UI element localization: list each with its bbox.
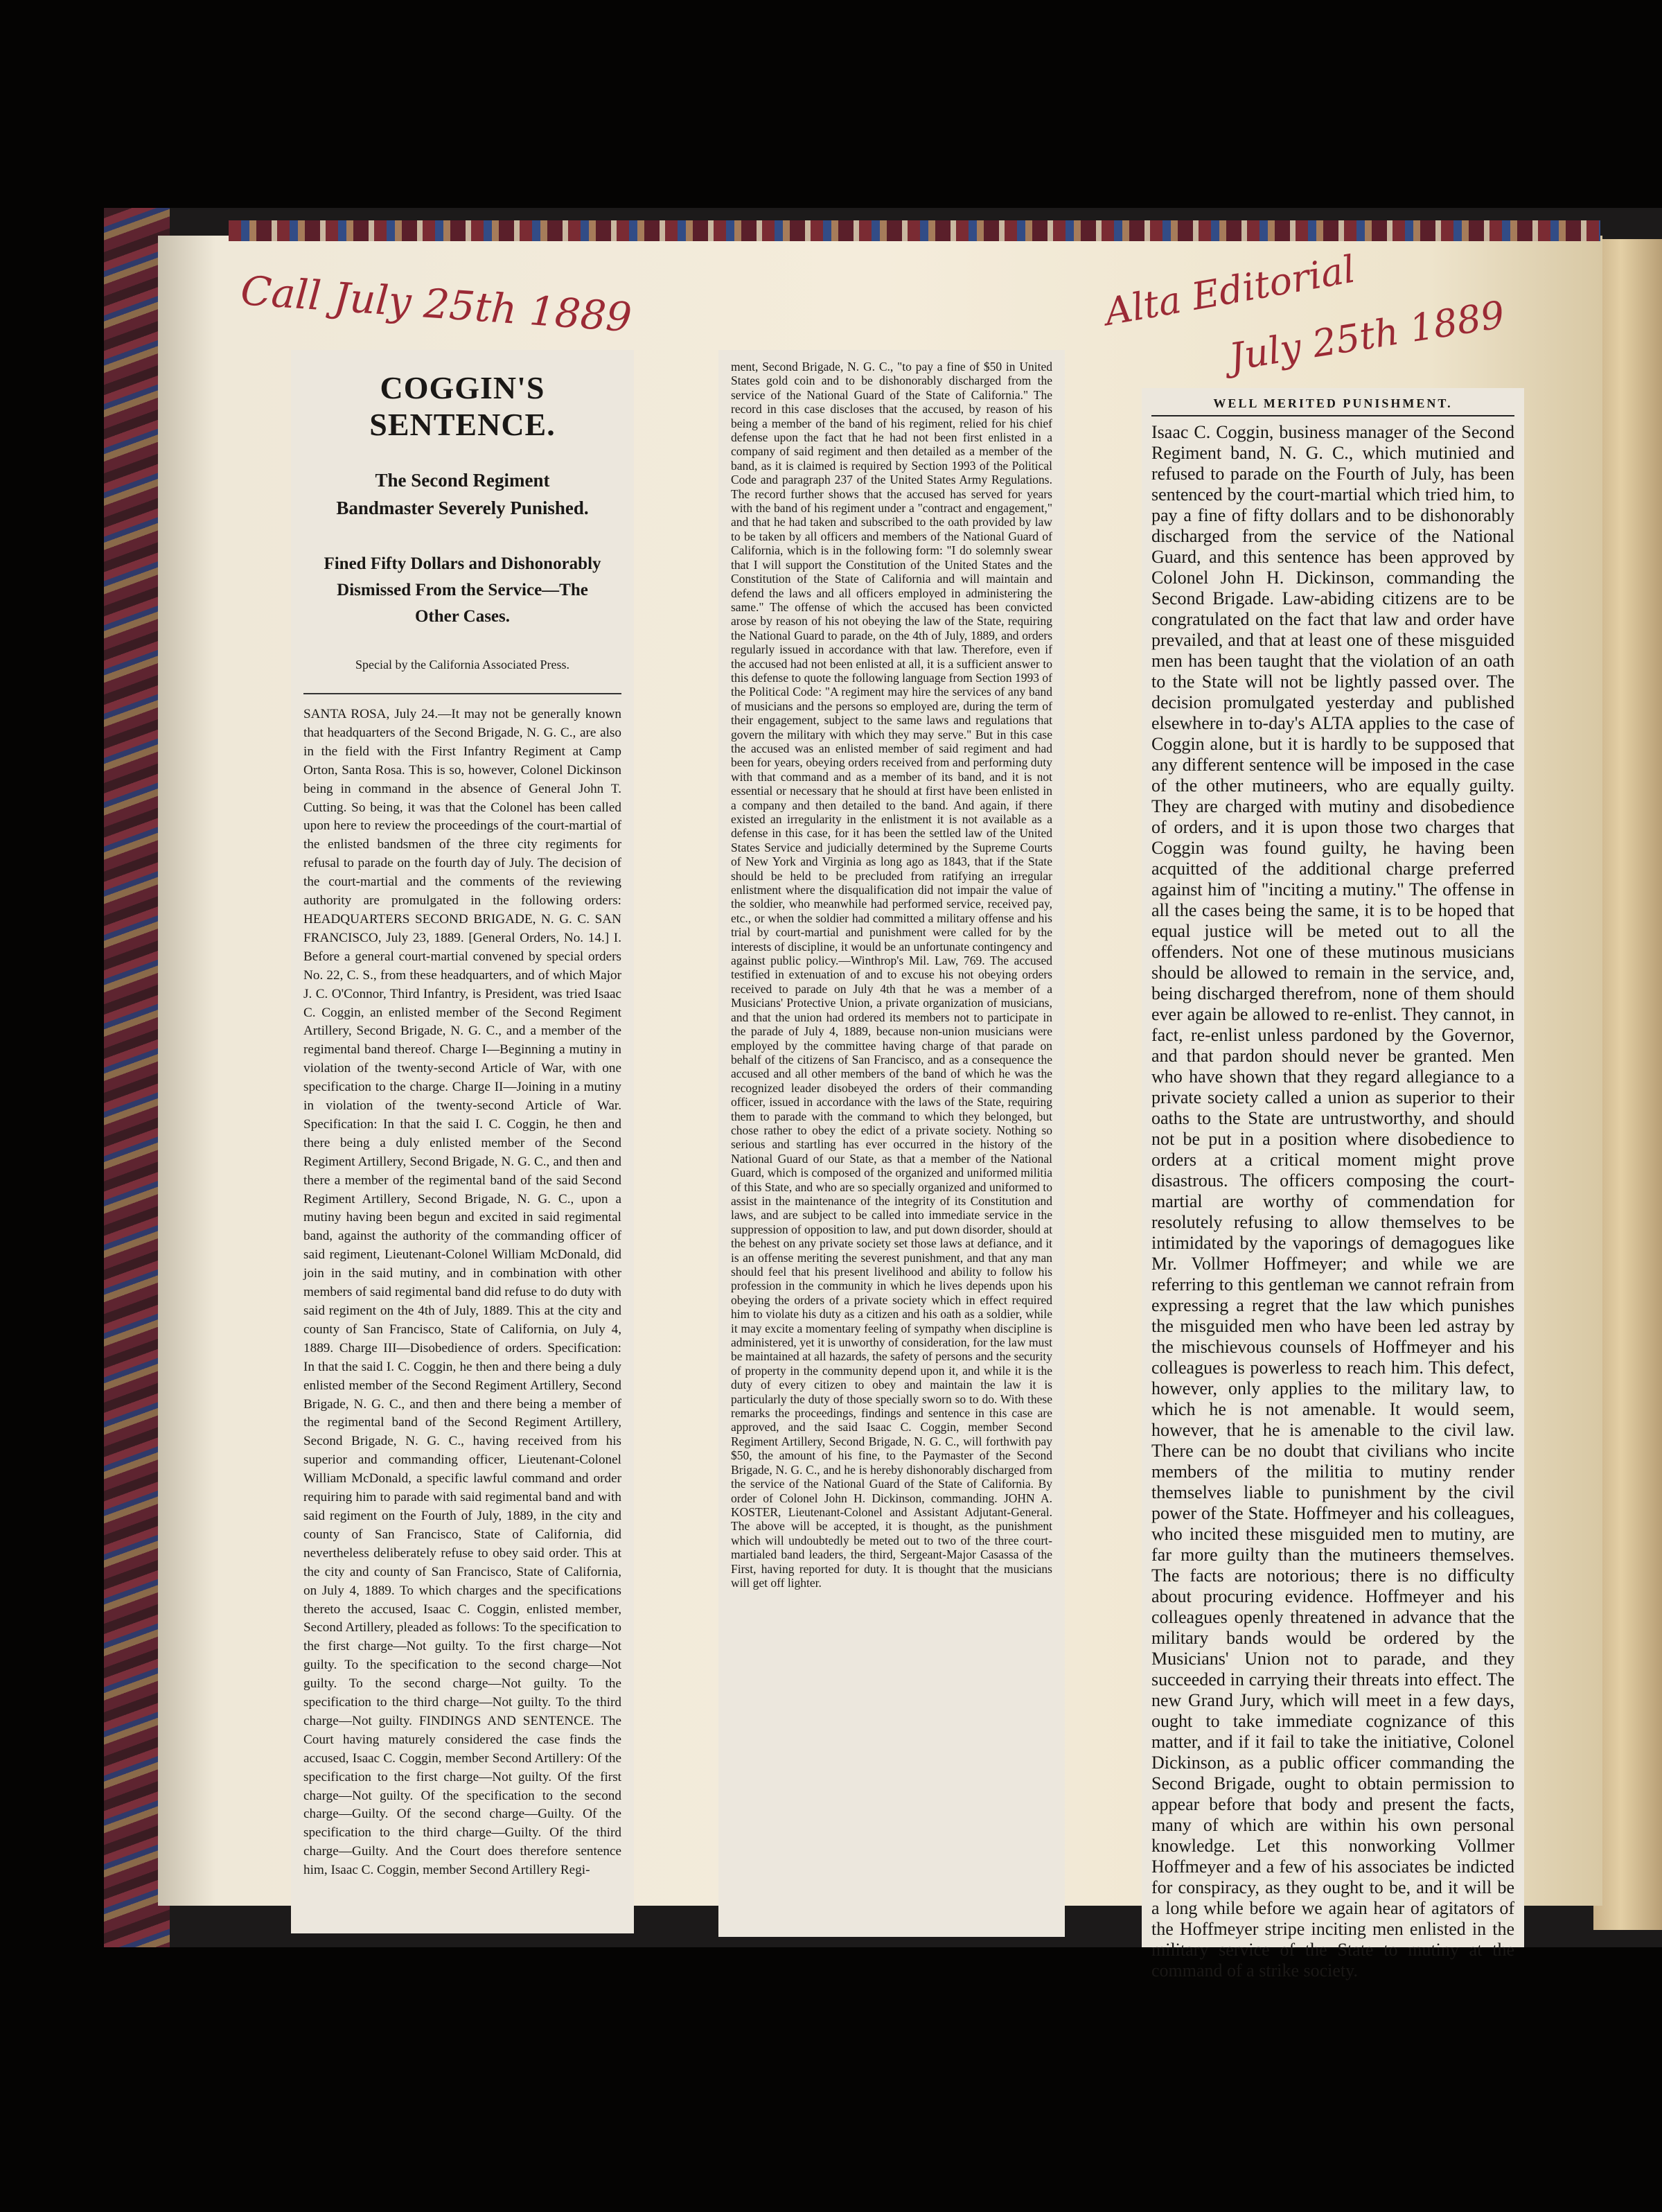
handwritten-note-alta: Alta Editorial xyxy=(1102,247,1359,335)
headline: COGGIN'S SENTENCE. xyxy=(369,370,556,442)
subheadline-2: Fined Fifty Dollars and Dishonorably Dismissed From the Service—The Other Cases. xyxy=(324,554,601,626)
page-edges xyxy=(1593,239,1662,1930)
left-clipping xyxy=(291,350,634,1933)
handwritten-note-call: Call July 25th 1889 xyxy=(239,267,633,342)
editorial-title: WELL MERITED PUNISHMENT. xyxy=(1151,396,1514,416)
byline: Special by the California Associated Press. xyxy=(355,658,569,672)
article-body: SANTA ROSA, July 24.—It may not be generally known that headquarters of the Second Brigade, N. G. C., are also in the field with the First Infantry Regiment at Camp Orton, Santa Rosa. This is so, however, Colonel Dickinson being in command in the absence of General John T. Cutting. So being, it was that the Colonel has been called upon here to review the proceedings of the court-martial of the enlisted bandsmen of the three city regiments for refusal to parade on the fourth day of July. The decision of the court-martial and the comments of the reviewing authority are promulgated in the following orders: HEADQUARTERS SECOND BRIGADE, N. G. C. SAN FRANCISCO, July 23, 1889. [General Orders, No. 14.] I. Before a general court-martial convened by special orders No. 22, C. S., from these headquarters, and of which Major J. C. O'Connor, Third Infantry, is President, was tried Isaac C. Coggin, an enlisted member of the Second Regiment Artillery, Second Brigade, N. G. C., and a member of the regimental band thereof. Charge I—Beginning a mutiny in violation of the twenty-second Article of War, with one specification to the charge. Charge II—Joining in a mutiny in violation of the twenty-second Article of War. Specification: In that the said I. C. Coggin, he then and there being a duly enlisted member of the Second Regiment Artillery, Second Brigade, N. G. C., and then and there a member of the regimental band of the said Second Regiment Artillery, Second Brigade, N. G. C., upon a mutiny having been begun and excited in said regimental band, against the authority of the commanding officer of said regiment, Lieutenant-Colonel William McDonald, did join in the said mutiny, and in combination with other members of said regimental band did refuse to do duty with said regiment on the 4th of July, 1889. This at the city and county of San Francisco, State of California, on July 4, 1889. Charge III—Disobedience of orders. Specification: In that the said I. C. Coggin, he then and there being a duly enlisted member of the Second Regiment Artillery, Second Brigade, N. G. C., and then and there being a member of the regimental band of the Second Regiment Artillery, Second Brigade, N. G. C., having received from his superior and commanding officer, Lieutenant-Colonel William McDonald, a specific lawful command and order requiring him to parade with said regimental band and with said regiment on the Fourth of July, 1889, in the city and county of San Francisco, State of California, did nevertheless deliberately refuse to obey said order. This at the city and county of San Francisco, State of California, on July 4, 1889. To which charges and the specifications thereto the accused, Isaac C. Coggin, enlisted member, Second Artillery, pleaded as follows: To the specification to the first charge—Not guilty. To the first charge—Not guilty. To the specification to the second charge—Not guilty. To the second charge—Not guilty. To the specification to the third charge—Not guilty. To the third charge—Not guilty. FINDINGS AND SENTENCE. The Court having maturely considered the case finds the accused, Isaac C. Coggin, member Second Artillery: Of the specification to the first charge—Not guilty. Of the first charge—Not guilty. Of the specification to the second charge—Guilty. Of the second charge—Guilty. Of the specification to the third charge—Guilty. Of the third charge—Guilty. And the Court does therefore sentence him, Isaac C. Coggin, member Second Artillery Regi- xyxy=(303,707,621,1878)
subheadline: The Second Regiment Bandmaster Severely Punished. xyxy=(336,470,589,518)
handwritten-note-date: July 25th 1889 xyxy=(1226,292,1508,380)
divider xyxy=(303,693,621,694)
right-clipping xyxy=(1142,388,1524,1981)
editorial-body: Isaac C. Coggin, business manager of the Second Regiment band, N. G. C., which mutinied and refused to parade on the Fourth of July, has been sentenced by the court-martial which tried him, to pay a fine of fifty dollars and to be dishonorably discharged from the service of the National Guard, and this sentence has been approved by Colonel John H. Dickinson, commanding the Second Brigade. Law-abiding citizens are to be congratulated on the fact that law and order have prevailed, and that at least one of these misguided men has been taught that the violation of an oath to the State will not be lightly passed over. The decision promulgated yesterday and published elsewhere in to-day's ALTA applies to the case of Coggin alone, but it is hardly to be supposed that any different sentence will be imposed in the case of the other mutineers, who are equally guilty. They are charged with mutiny and disobedience of orders, and it is upon those two charges that Coggin was found guilty, he having been acquitted of the additional charge preferred against him of "inciting a mutiny." The offense in all the cases being the same, it is to be hoped that equal justice will be meted out to all the offenders. Not one of these mutinous musicians should be allowed to remain in the service, and, being discharged therefrom, none of them should ever again be allowed to re-enlist. They cannot, in fact, re-enlist unless pardoned by the Governor, and that pardon should never be granted. Men who have shown that they regard allegiance to a private society called a union as superior to their oaths to the State are untrustworthy, and should not be put in a position where disobedience to orders at a critical moment might prove disastrous. The officers composing the court-martial are worthy of commendation for resolutely refusing to allow themselves to be intimidated by the vaporings of demagogues like Mr. Vollmer Hoffmeyer; and while we are referring to this gentleman we cannot refrain from expressing a regret that the law which punishes the misguided men who have been led astray by the mischievous counsels of Hoffmeyer and his colleagues is powerless to reach him. This defect, however, only applies to the military law, to which he is not amenable. It would seem, however, that he is amenable to the civil law. There can be no doubt that civilians who incite members of the militia to mutiny render themselves liable to punishment by the civil power of the State. Hoffmeyer and his colleagues, who incited these misguided men to mutiny, are far more guilty than the mutineers themselves. The facts are notorious; there is no difficulty about procuring evidence. Hoffmeyer and his colleagues openly threatened in advance that the military bands would be ordered by the Musicians' Union not to parade, and they succeeded in carrying their threats into effect. The new Grand Jury, which will meet in a few days, ought to take immediate cognizance of this matter, and if it fail to take the initiative, Colonel Dickinson, as a public officer commanding the Second Brigade, ought to obtain permission to appear before that body and present the facts, many of which are within his own personal knowledge. Let this nonworking Vollmer Hoffmeyer and a few of his associates be indicted for conspiracy, as they ought to be, and it will be a long while before we again hear of agitators of the Hoffmeyer stripe inciting men enlisted in the military service of the State to mutiny at the command of a strike society. xyxy=(1151,422,1514,1981)
article-continuation: ment, Second Brigade, N. G. C., "to pay a fine of $50 in United States gold coin and to be dishonorably discharged from the service of the National Guard of the State of California." The record in this case discloses that the accused, by reason of his being a member of the band of his regiment, relied for his chief defense upon the fact that he had not been first enlisted in a company of said regiment and then detailed as a member of the band, as it is claimed is required by Section 1993 of the Political Code and paragraph 237 of the United States Army Regulations. The record further shows that the accused has served for years with the band of his regiment under a "contract and engagement," and that he had taken and subscribed to the oath provided by law to be taken by all officers and members of the National Guard of California, which is in the following form: "I do solemnly swear that I will support the Constitution of the United States and the Constitution of the State of California and will maintain and defend the laws and all officers employed in administering the same." The offense of which the accused has been convicted arose by reason of his not obeying the law of the State, requiring the National Guard to parade, on the 4th of July, 1889, and orders regularly issued in accordance with that law. Therefore, even if the accused had not been enlisted at all, it is a sufficient answer to this defense to quote the following language from Section 1993 of the Political Code: "A regiment may hire the services of any band of musicians and the persons so employed are, during the term of their engagement, subject to the same laws and regulations that govern the military with which they may serve." But in this case the accused was an enlisted member of said regiment and had been for years, obeying orders received from and performing duty with that command and as a member of its band, and it is not essential or necessary that he should at first have been enlisted in a company and then detailed to the band. And again, if there existed an irregularity in the enlistment it is not available as a defense in this case, for it has been the settled law of the United States Service and judicially determined by the Supreme Courts of New York and Virginia as long ago as 1843, that if the State should be held to be precluded from ratifying an irregular enlistment where the disqualification did not impair the value of the soldier, who meanwhile had performed service, received pay, etc., or when the soldier had committed a military offense and his trial by court-martial and punishment were called for by the interests of discipline, it would be an unfortunate contingency and against public policy.—Winthrop's Mil. Law, 769. The accused testified in extenuation of and to excuse his not obeying orders received to parade on July 4th that he was a member of a Musicians' Protective Union, a private organization of musicians, and that the union had ordered its members not to participate in the parade of July 4, 1889, because non-union musicians were employed by the committee having charge of that parade on behalf of the citizens of San Francisco, and as a consequence the accused and all other members of the band of which he was the recognized leader disobeyed the orders of their commanding officer, issued in accordance with the laws of the State, requiring them to parade with the command to which they belonged, but chose rather to obey the edict of a private society. Nothing so serious and startling has ever occurred in the history of the National Guard of our State, as that a member of the National Guard, which is composed of the organized and uniformed militia of this State, and who are so specially organized and uniformed to assist in the maintenance of the integrity of its Constitution and laws, and are subject to be called into immediate service in the suppression of opposition to law, and put down disorder, should at the behest on any private society set those laws at defiance, and it is an offense meriting the severest punishment, and that any man should feel that his present livelihood and ability to follow his profession in the community in which he lives depends upon his obeying the orders of a private society which in effect required him to violate his duty as a citizen and his oath as a soldier, while it may excite a momentary feeling of sympathy when discipline is administered, yet it is unworthy of consideration, for the law must be maintained at all hazards, the safety of persons and the security of property in the community depend upon it, and while it is the duty of every citizen to obey and maintain the law it is particularly the duty of those specially sworn so to do. With these remarks the proceedings, findings and sentence in this case are approved, and the said Isaac C. Coggin, member Second Regiment Artillery, Second Brigade, N. G. C., will forthwith pay $50, the amount of his fine, to the Paymaster of the Second Brigade, N. G. C., and he is hereby dishonorably discharged from the service of the National Guard of the State of California. By order of Colonel John H. Dickinson, commanding. JOHN A. KOSTER, Lieutenant-Colonel and Assistant Adjutant-General. The above will be accepted, it is thought, as the punishment which will undoubtedly be meted out to two of the three court-martialed band leaders, the third, Sergeant-Major Casassa of the First, having reported for duty. It is thought that the musicians will get off lighter. xyxy=(731,360,1052,1590)
middle-clipping xyxy=(718,350,1065,1937)
marbled-top-edge xyxy=(229,220,1600,241)
